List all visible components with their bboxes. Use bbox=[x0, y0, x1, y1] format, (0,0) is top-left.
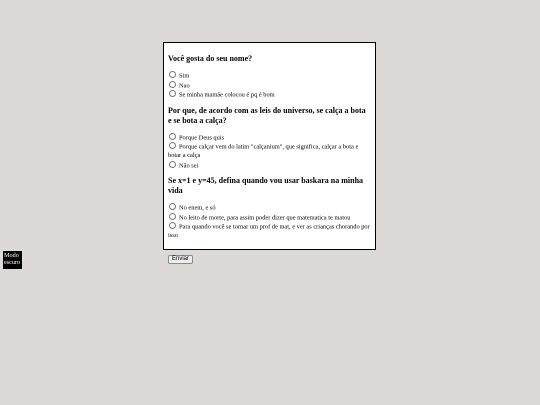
answer-label: Para quando você se tornar um prof de mat, e ver as crianças chorando por isso bbox=[168, 224, 370, 240]
question-options bbox=[168, 133, 371, 171]
submit-button[interactable]: Enviar bbox=[168, 255, 193, 264]
radio-button[interactable] bbox=[169, 81, 176, 88]
radio-button[interactable] bbox=[169, 142, 176, 149]
answer-option[interactable] bbox=[168, 90, 371, 100]
answer-label: Nao bbox=[179, 82, 190, 90]
radio-button[interactable] bbox=[169, 222, 176, 229]
question-title: Por que, de acordo com as leis do universo, se calça a bota e se bota a calça? bbox=[168, 106, 366, 125]
radio-button[interactable] bbox=[169, 203, 176, 210]
question-options bbox=[168, 71, 371, 101]
quiz-form bbox=[163, 42, 376, 262]
answer-label: Porque calçar vem do latim "calçanium", que significa, calçar a bota e botar a calça bbox=[168, 144, 359, 160]
question-options bbox=[168, 203, 371, 241]
radio-button[interactable] bbox=[169, 90, 176, 97]
dark-mode-toggle[interactable]: Modo escuro bbox=[3, 251, 22, 269]
answer-option[interactable] bbox=[168, 203, 371, 213]
question-title: Se x=1 e y=45, defina quando vou usar baskara na minha vida bbox=[168, 176, 364, 196]
answer-label: No leito de morte, para assim poder dizer que matematica te matou bbox=[179, 214, 351, 222]
answer-option[interactable] bbox=[168, 161, 371, 171]
answer-option[interactable] bbox=[168, 142, 371, 160]
answer-label: Se minha mamãe colocou é pq é bom bbox=[179, 92, 275, 100]
radio-button[interactable] bbox=[169, 161, 176, 168]
answer-label: Não sei bbox=[179, 162, 199, 170]
answer-option[interactable] bbox=[168, 133, 371, 143]
answer-label: No enem, e só bbox=[179, 204, 216, 212]
radio-button[interactable] bbox=[169, 133, 176, 140]
answer-option[interactable] bbox=[168, 213, 371, 223]
question-title: Você gosta do seu nome? bbox=[168, 54, 253, 63]
answer-label: Porque Deus quis bbox=[179, 134, 225, 142]
answer-option[interactable] bbox=[168, 222, 371, 240]
radio-button[interactable] bbox=[169, 213, 176, 220]
radio-button[interactable] bbox=[169, 71, 176, 78]
answer-option[interactable] bbox=[168, 71, 371, 81]
answer-label: Sim bbox=[179, 72, 190, 80]
answer-option[interactable] bbox=[168, 81, 371, 91]
